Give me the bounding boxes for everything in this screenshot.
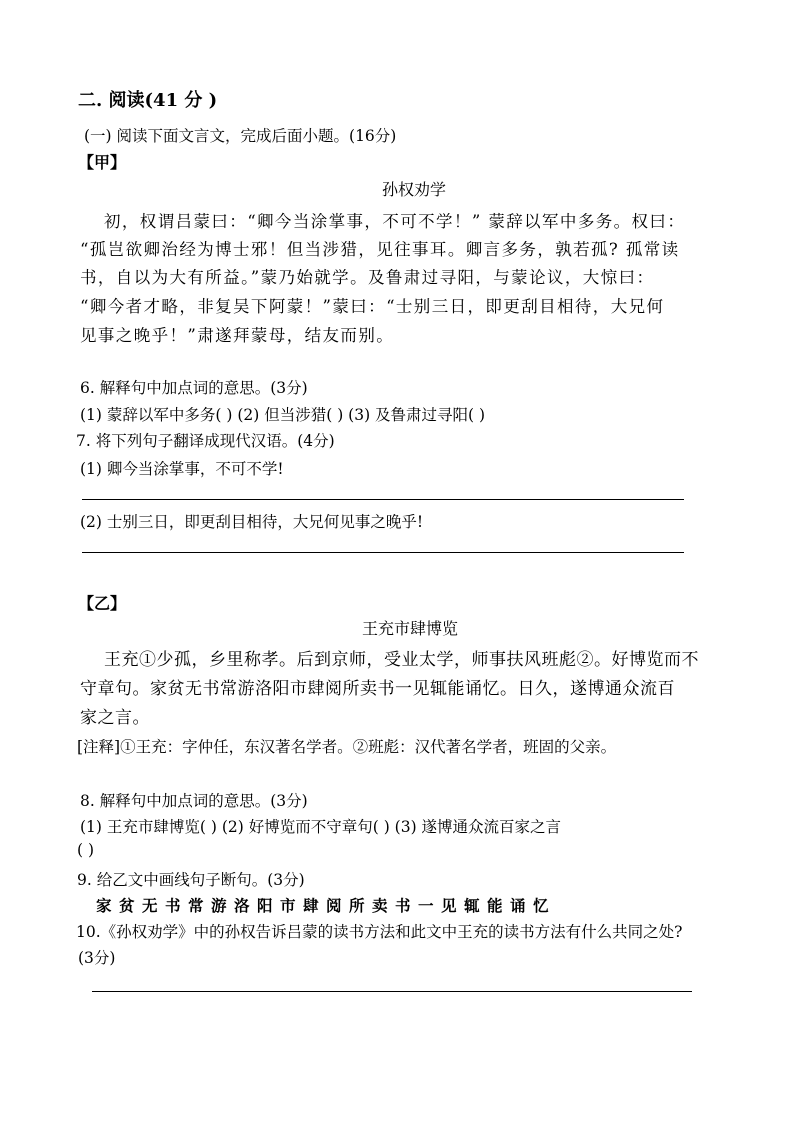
passage2-line: 守章句。家贫无书常游洛阳市肆阅所卖书一见辄能诵忆。日久，遂博通众流百 xyxy=(80,679,675,699)
passage1-title: 孙权劝学 xyxy=(382,180,447,199)
tag-yi: 【乙】 xyxy=(78,594,127,613)
answer-line[interactable] xyxy=(92,991,692,992)
passage2-title: 王充市肆博览 xyxy=(362,619,459,638)
q7-prompt: 7. 将下列句子翻译成现代汉语。(4分) xyxy=(76,432,335,450)
passage1-line: “卿今者才略，非复吴下阿蒙！”蒙曰：“士别三日，即更刮目相待，大兄何 xyxy=(80,297,665,316)
q7-item1: (1) 卿今当涂掌事，不可不学! xyxy=(80,460,284,478)
q10-score: (3分) xyxy=(78,949,116,967)
q9-prompt: 9. 给乙文中画线句子断句。(3分) xyxy=(77,871,305,889)
answer-line[interactable] xyxy=(82,552,684,553)
section-title: 二. 阅读(41 分 ) xyxy=(78,90,218,111)
passage1-line: 见事之晚乎！”肃遂拜蒙母，结友而别。 xyxy=(80,326,395,345)
passage2-line: 家之言。 xyxy=(80,708,150,728)
q10-prompt: 10.《孙权劝学》中的孙权告诉吕蒙的读书方法和此文中王充的读书方法有什么共同之处? xyxy=(76,923,683,941)
answer-line[interactable] xyxy=(82,499,684,500)
passage1-line: “孤岂欲卿治经为博士邪！但当涉猎，见往事耳。卿言多务，孰若孤? 孤常读 xyxy=(80,240,680,259)
q8-items-cont: ( ) xyxy=(77,841,95,859)
tag-jia: 【甲】 xyxy=(78,153,127,172)
q9-sentence: 家贫无书常游洛阳市肆阅所卖书一见辄能诵忆 xyxy=(96,896,557,915)
passage1-line: 书，自以为大有所益。”蒙乃始就学。及鲁肃过寻阳，与蒙论议，大惊曰： xyxy=(80,268,655,287)
passage2-line xyxy=(104,645,699,670)
q6-items: (1) 蒙辞以军中多务( ) (2) 但当涉猎( ) (3) 及鲁肃过寻阳( ) xyxy=(80,406,486,424)
q8-prompt: 8. 解释句中加点词的意思。(3分) xyxy=(80,792,308,810)
part1-intro: (一) 阅读下面文言文，完成后面小题。(16分) xyxy=(84,127,397,145)
passage2-note: [注释]①王充：字仲任，东汉著名学者。②班彪：汉代著名学者，班固的父亲。 xyxy=(77,738,617,756)
passage1-line: 初，权谓吕蒙曰：“卿今当涂掌事，不可不学！” 蒙辞以军中多务。权曰： xyxy=(104,212,686,231)
q8-items: (1) 王充市肆博览( ) (2) 好博览而不守章句( ) (3) 遂博通众流百家之言 xyxy=(80,818,562,836)
q6-prompt: 6. 解释句中加点词的意思。(3分) xyxy=(80,379,308,397)
q7-item2: (2) 士别三日，即更刮目相待，大兄何见事之晚乎! xyxy=(80,513,424,531)
passage2-line-text: 王充①少孤，乡里称孝。后到京师，受业太学，师事扶风班彪②。好博览而不 xyxy=(104,650,699,670)
